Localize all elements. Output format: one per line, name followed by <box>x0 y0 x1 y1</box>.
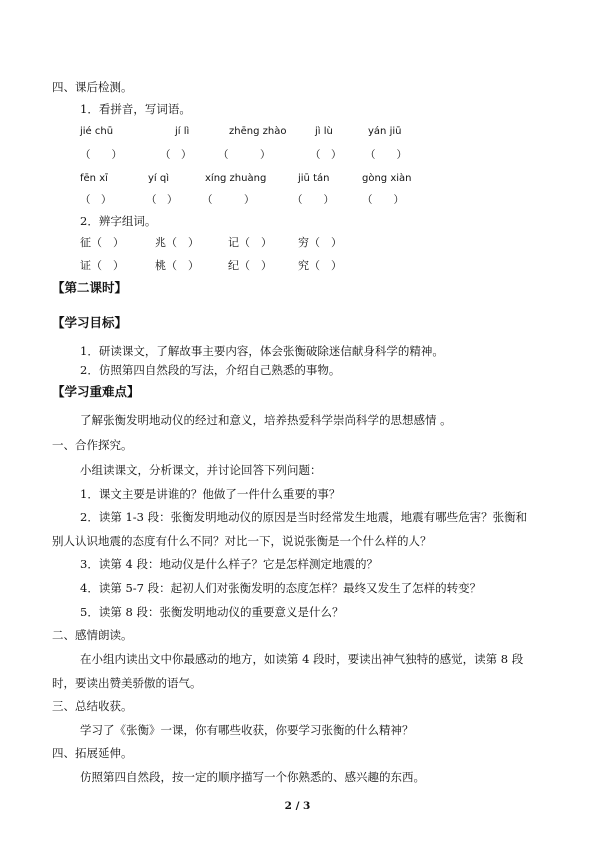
part-1-question: 5．读第 8 段：张衡发明地动仪的重要意义是什么？ <box>80 605 344 619</box>
part-2-title: 二、感情朗读。 <box>52 628 133 642</box>
answer-blank: （ ） <box>146 194 178 206</box>
part-2-text: 在小组内读出文中你最感动的地方，如读第 4 段时，要读出神气独特的感觉，读第 8 段 <box>80 652 524 666</box>
part-1-question: 1．课文主要是讲谁的？他做了一件什么重要的事？ <box>80 487 341 501</box>
char-cell: 记（ ） <box>228 236 272 249</box>
answer-blank: （ ） <box>362 194 404 206</box>
char-cell: 桃（ ） <box>155 259 199 272</box>
char-cell: 穷（ ） <box>298 236 342 249</box>
objective-item: 1．研读课文，了解故事主要内容，体会张衡破除迷信献身科学的精神。 <box>80 344 444 358</box>
pinyin-yi-qi: yí qì <box>148 173 170 184</box>
part-1-question: 3．读第 4 段：地动仪是什么样子？它是怎样测定地震的？ <box>80 557 378 571</box>
keypoints-heading: 【学习重难点】 <box>52 384 140 399</box>
part-2-text-continued: 时，要读出赞美骄傲的语气。 <box>52 676 202 690</box>
answer-blank: （ ） <box>365 149 407 161</box>
char-cell: 征（ ） <box>80 236 124 249</box>
part-4-title: 四、拓展延伸。 <box>52 746 133 760</box>
part-3-text: 学习了《张衡》一课，你有哪些收获，你要学习张衡的什么精神？ <box>80 723 414 737</box>
answer-blank: （ ） <box>218 149 271 161</box>
pinyin-ji-li: jí lì <box>175 126 190 137</box>
answer-blank: （ ） <box>292 194 334 206</box>
answer-blank: （ ） <box>202 194 255 206</box>
pinyin-xing-zhuang: xíng zhuàng <box>205 173 267 184</box>
question-2-title: 2．辨字组词。 <box>80 214 157 228</box>
pinyin-yan-jiu: yán jiū <box>368 126 402 137</box>
answer-blank: （ ） <box>80 194 112 206</box>
answer-blank: （ ） <box>160 149 192 161</box>
part-1-question: 2．读第 1-3 段：张衡发明地动仪的原因是当时经常发生地震，地震有哪些危害？张衡和 <box>80 510 528 524</box>
page-number: 2 / 3 <box>284 800 311 812</box>
section-title-after-class-test: 四、课后检测。 <box>52 80 133 94</box>
lesson-2-heading: 【第二课时】 <box>52 280 128 295</box>
char-cell: 兆（ ） <box>155 236 199 249</box>
objectives-heading: 【学习目标】 <box>52 315 128 330</box>
answer-blank: （ ） <box>310 149 342 161</box>
part-3-title: 三、总结收获。 <box>52 699 133 713</box>
char-cell: 纪（ ） <box>228 259 272 272</box>
part-1-title: 一、合作探究。 <box>52 438 133 452</box>
objective-item: 2．仿照第四自然段的写法，介绍自己熟悉的事物。 <box>80 363 341 377</box>
part-4-text: 仿照第四自然段，按一定的顺序描写一个你熟悉的、感兴趣的东西。 <box>80 770 425 784</box>
char-cell: 究（ ） <box>298 259 342 272</box>
answer-blank: （ ） <box>80 149 122 161</box>
keypoints-text: 了解张衡发明地动仪的经过和意义，培养热爱科学崇尚科学的思想感情 。 <box>80 413 452 427</box>
part-1-intro: 小组读课文，分析课文，并讨论回答下列问题： <box>80 463 322 477</box>
question-1-title: 1．看拼音，写词语。 <box>80 102 191 116</box>
char-cell: 证（ ） <box>80 259 124 272</box>
part-1-question-continued: 别人认识地震的态度有什么不同？对比一下，说说张衡是一个什么样的人？ <box>52 534 432 548</box>
pinyin-gong-xian: gòng xiàn <box>362 173 412 184</box>
part-1-question: 4．读第 5-7 段：起初人们对张衡发明的态度怎样？最终又发生了怎样的转变？ <box>80 581 482 595</box>
pinyin-jie-chu: jié chū <box>80 126 114 137</box>
pinyin-ji-lu: jì lù <box>315 126 333 137</box>
pinyin-fen-xi: fēn xī <box>80 173 108 184</box>
pinyin-jiu-tan: jiū tán <box>298 173 330 184</box>
pinyin-zheng-zhao: zhēng zhào <box>229 126 287 137</box>
